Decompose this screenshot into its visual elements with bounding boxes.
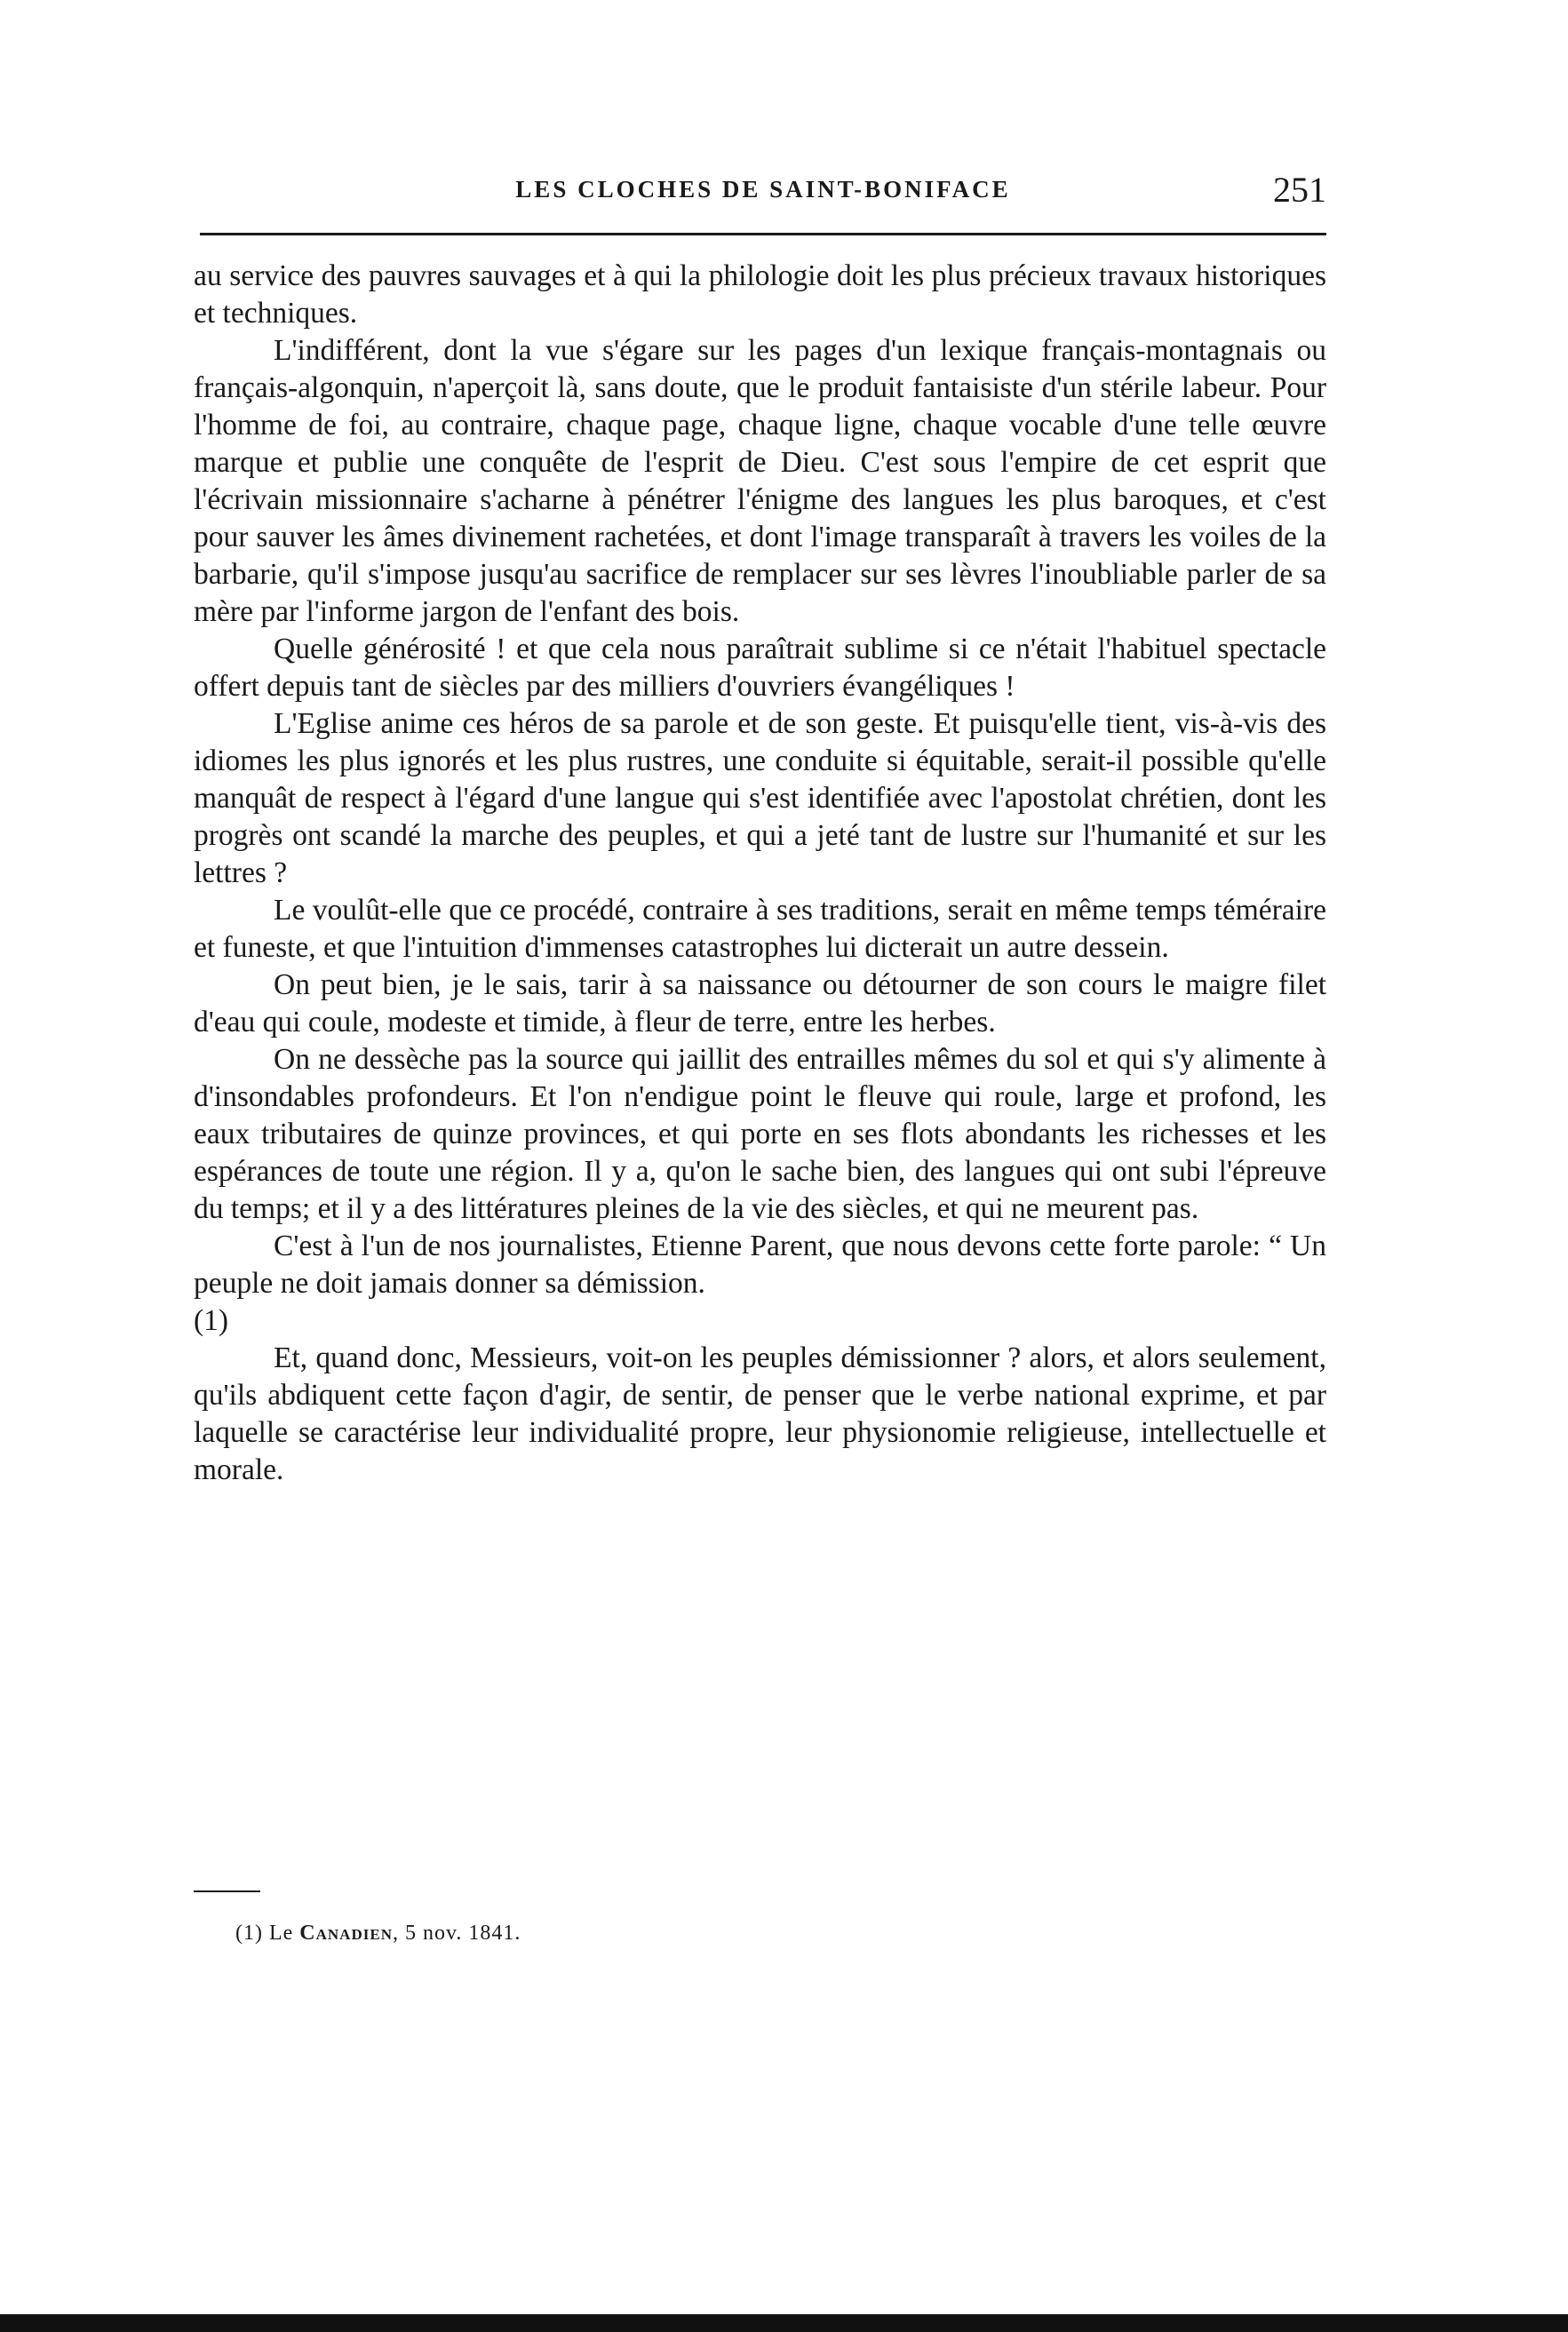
footnote-number: (1) [235, 1922, 263, 1945]
paragraph: L'Eglise anime ces héros de sa parole et de son geste. Et puisqu'elle tient, vis-à-vis des idiomes les plus ignorés et les plus rustres, une conduite si équitable, serait-il possible qu'elle manquât de respect à l'égard d'une langue qui s'est identifiée avec l'apostolat chrétien, dont les progrès ont scandé la marche des peuples, et qui a jeté tant de lustre sur l'humanité et sur les lettres ? [194, 707, 1326, 889]
footnote-reference: (1) [194, 1304, 229, 1337]
paragraph: Quelle générosité ! et que cela nous paraîtrait sublime si ce n'était l'habituel spectacle offert depuis tant de siècles par des milliers d'ouvriers évangéliques ! [194, 633, 1326, 703]
body-text [194, 258, 1326, 1489]
paragraph-quote: C'est à l'un de nos journalistes, Etienne Parent, que nous devons cette forte parole: “ Un peuple ne doit jamais donner sa démission. [194, 1230, 1326, 1300]
scan-bottom-edge [0, 2314, 1568, 2332]
page-header [200, 169, 1326, 213]
footnote-rule [194, 1890, 260, 1892]
footnote-source-name: Canadien [299, 1922, 393, 1945]
footnote [235, 1922, 521, 1946]
paragraph: Et, quand donc, Messieurs, voit-on les peuples démissionner ? alors, et alors seulement, qu'ils abdiquent cette façon d'agir, de sentir, de penser que le verbe national exprime, et par laquelle se caractérise leur individualité propre, leur physionomie religieuse, intellectuelle et morale. [194, 1341, 1326, 1486]
header-rule [200, 233, 1326, 235]
footnote-source-prefix: Le [268, 1922, 294, 1945]
paragraph-continuation: au service des pauvres sauvages et à qui la philologie doit les plus précieux travaux historiques et techniques. [194, 259, 1326, 330]
page-number: 251 [1273, 170, 1326, 210]
running-title: LES CLOCHES DE SAINT-BONIFACE [515, 176, 1011, 203]
paragraph: On peut bien, je le sais, tarir à sa naissance ou détourner de son cours le maigre filet d'eau qui coule, modeste et timide, à fleur de terre, entre les herbes. [194, 968, 1326, 1039]
paragraph: On ne dessèche pas la source qui jaillit des entrailles mêmes du sol et qui s'y alimente à d'insondables profondeurs. Et l'on n'endigue point le fleuve qui roule, large et profond, les eaux tributaires de quinze provinces, et qui porte en ses flots abondants les richesses et les espérances de toute une région. Il y a, qu'on le sache bien, des langues qui ont subi l'épreuve du temps; et il y a des littératures pleines de la vie des siècles, et qui ne meurent pas. [194, 1043, 1326, 1225]
paragraph: L'indifférent, dont la vue s'égare sur les pages d'un lexique français-montagnais ou français-algonquin, n'aperçoit là, sans doute, que le produit fantaisiste d'un stérile labeur. Pour l'homme de foi, au contraire, chaque page, chaque ligne, chaque vocable d'une telle œuvre marque et publie une conquête de l'esprit de Dieu. C'est sous l'empire de cet esprit que l'écrivain missionnaire s'acharne à pénétrer l'énigme des langues les plus baroques, et c'est pour sauver les âmes divinement rachetées, et dont l'image transparaît à travers les voiles de la barbarie, qu'il s'impose jusqu'au sacrifice de remplacer sur ses lèvres l'inoubliable parler de sa mère par l'informe jargon de l'enfant des bois. [194, 334, 1326, 628]
footnote-date: , 5 nov. 1841. [392, 1922, 521, 1945]
paragraph: Le voulût-elle que ce procédé, contraire à ses traditions, serait en même temps téméraire et funeste, et que l'intuition d'immenses catastrophes lui dicterait un autre dessein. [194, 894, 1326, 964]
